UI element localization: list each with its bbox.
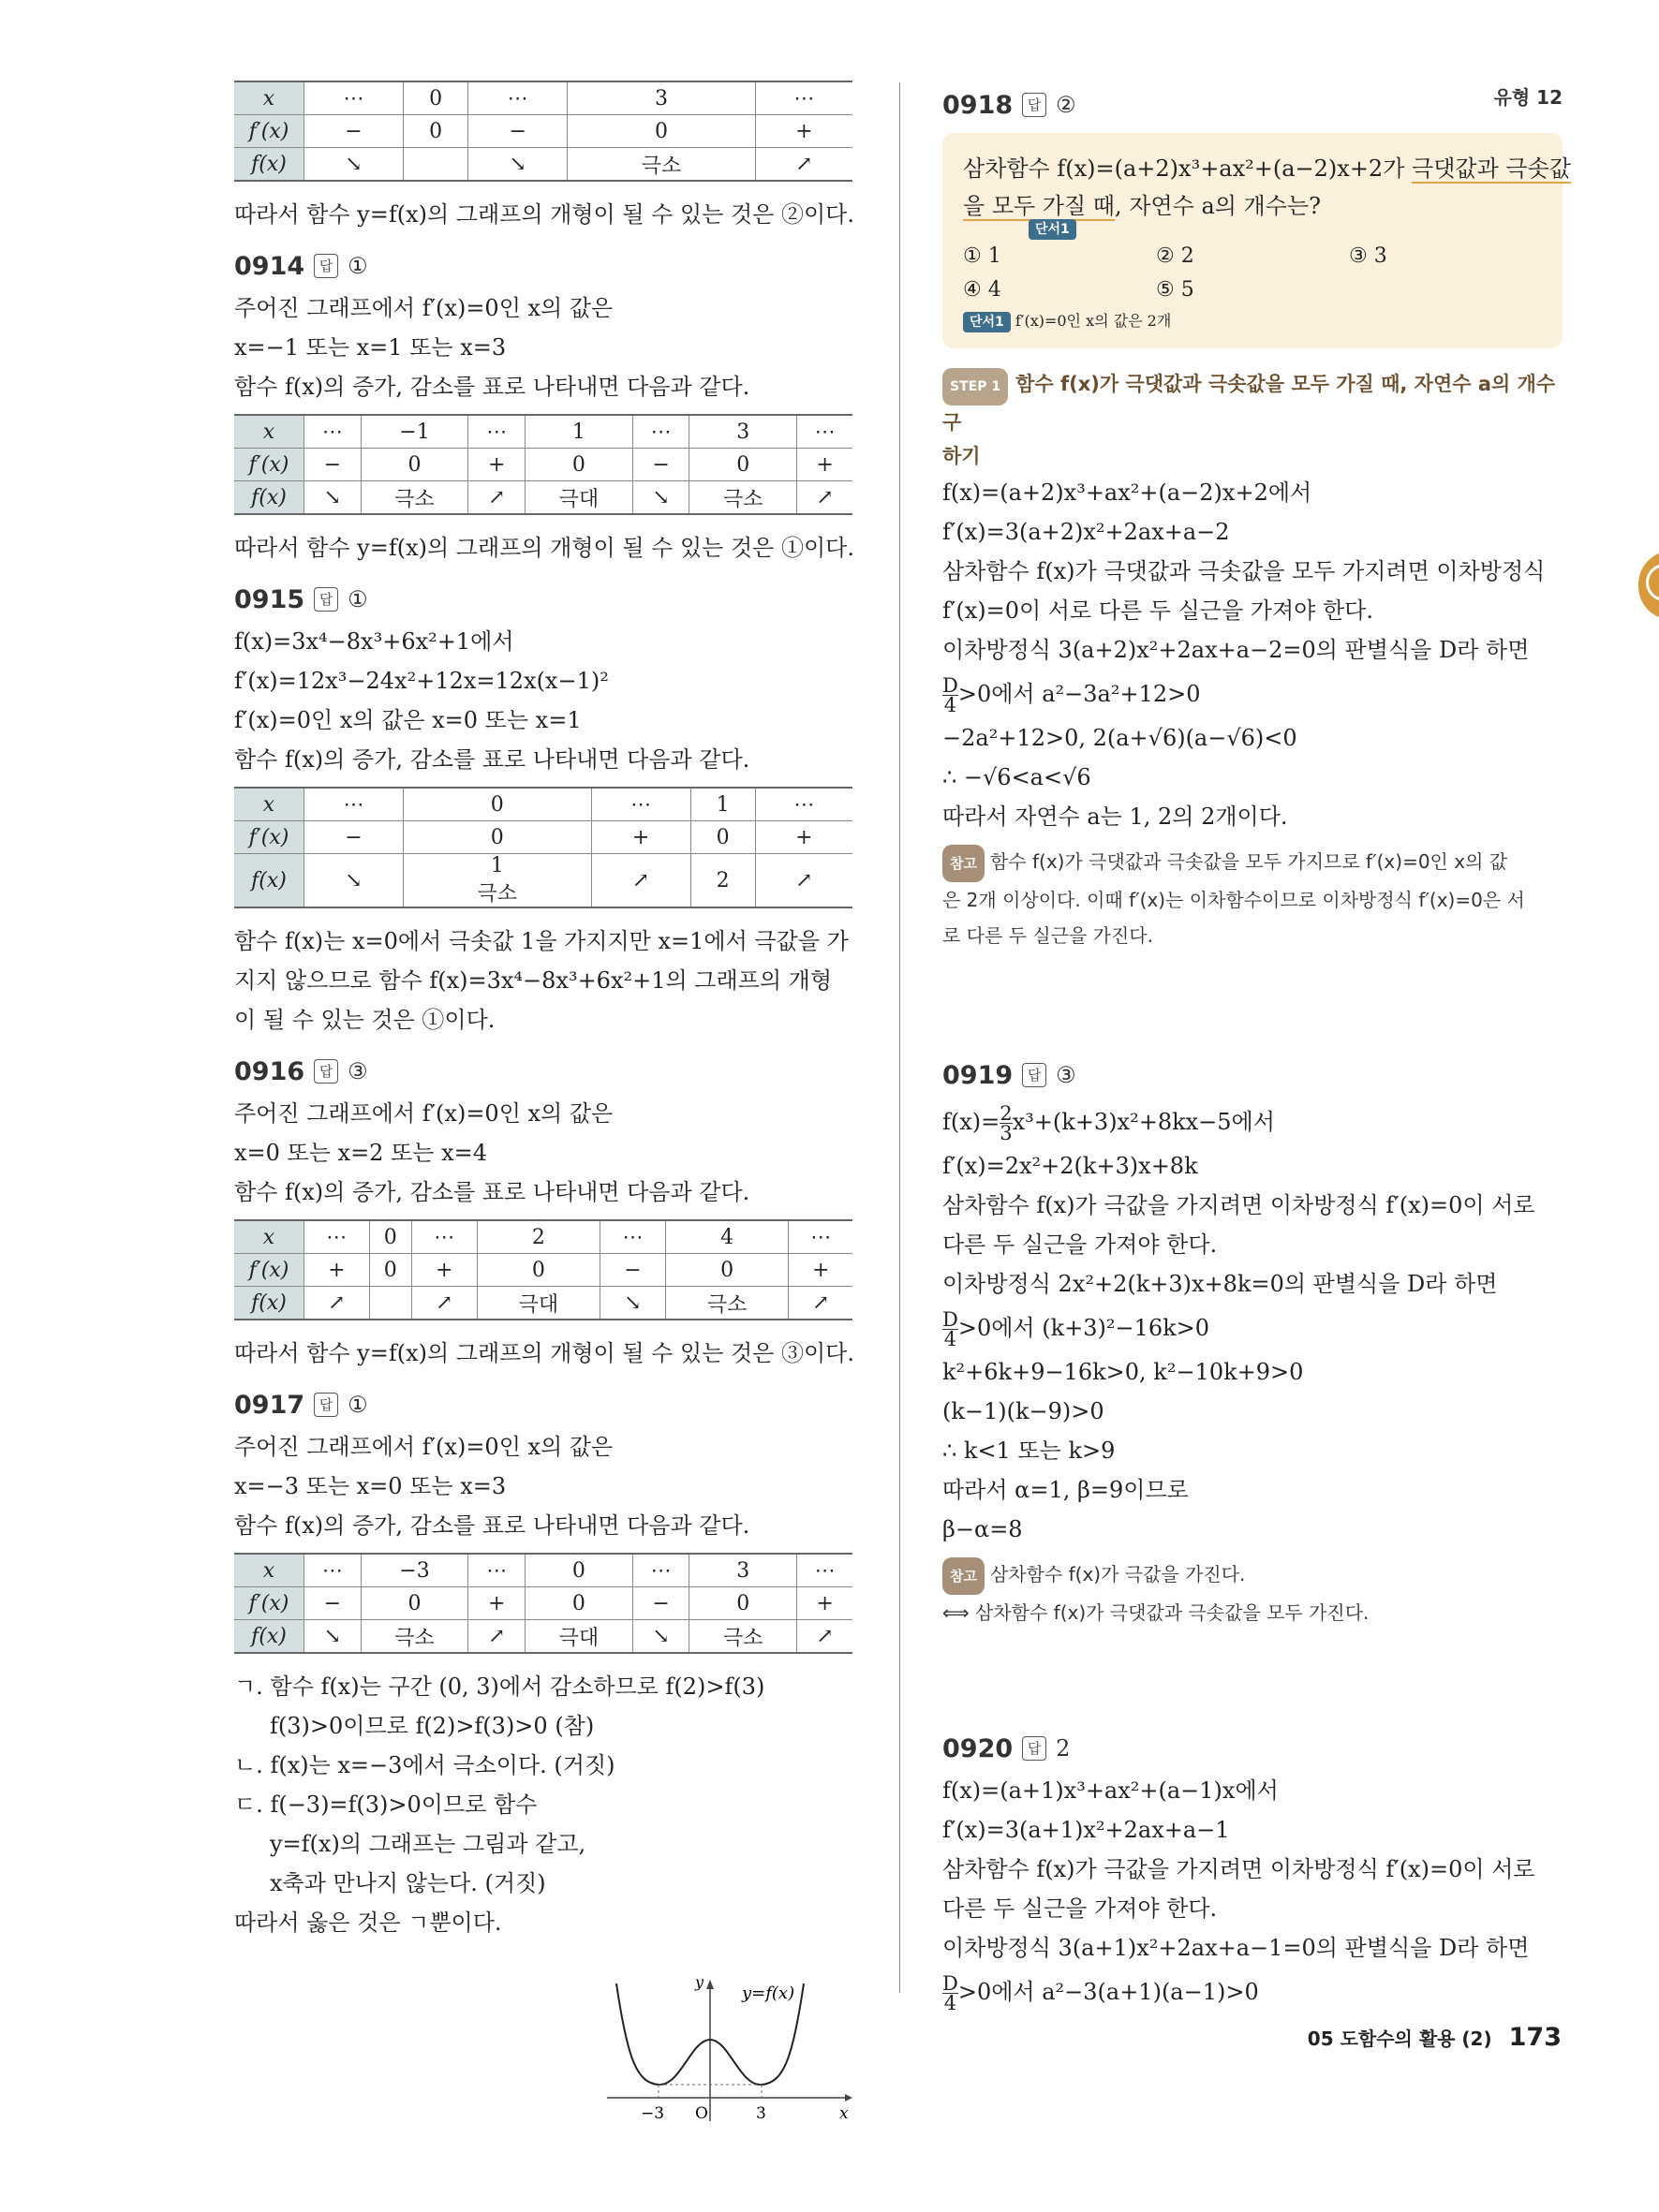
- solution-line: 따라서 자연수 a는 1, 2의 2개이다.: [942, 804, 1288, 830]
- function-graph: [600, 1976, 854, 2126]
- table-cell: +: [468, 449, 526, 481]
- answer-tag: 답: [1022, 1736, 1046, 1761]
- choice-item: ① 1: [963, 244, 1001, 268]
- problem-number: 0914: [234, 251, 305, 281]
- table-row: [234, 415, 852, 449]
- table-row-header: f′(x): [234, 449, 304, 481]
- problem-number: 0916: [234, 1056, 305, 1086]
- table-row: [234, 115, 852, 148]
- table-cell: ⋯: [411, 1220, 477, 1254]
- y-axis-label: y: [695, 1976, 704, 1991]
- answer-tag: 답: [1022, 93, 1046, 117]
- solution-line: 삼차함수 f(x)가 극값을 가지려면 이차방정식 f′(x)=0이 서로: [942, 1856, 1535, 1882]
- statement-item: y=f(x)의 그래프는 그림과 같고,: [270, 1831, 586, 1857]
- choice-item: ② 2: [1156, 244, 1194, 268]
- note-text: 은 2개 이상이다. 이때 f′(x)는 이차함수이므로 이차방정식 f′(x)=0은 서: [942, 889, 1525, 911]
- table-cell: ⋯: [468, 415, 526, 449]
- table-cell: +: [591, 821, 690, 854]
- table-row: [234, 1254, 852, 1287]
- table-cell: −: [304, 115, 404, 148]
- problem-header-0916: [234, 1049, 854, 1094]
- problem-header-0919: [942, 1053, 1563, 1098]
- solution-line: x=−1 또는 x=1 또는 x=3: [234, 334, 507, 361]
- table-cell: ⋯: [591, 788, 690, 821]
- table-cell: 0: [404, 81, 468, 115]
- table-cell: −3: [361, 1554, 468, 1587]
- solution-line: 삼차함수 f(x)가 극값을 가지려면 이차방정식 f′(x)=0이 서로: [942, 1192, 1535, 1218]
- problem-header-0915: [234, 577, 854, 622]
- table-cell: [404, 148, 468, 182]
- hint-line: [963, 307, 1542, 335]
- table-cell: −: [304, 449, 362, 481]
- solution-line: f(x)=3x⁴−8x³+6x²+1에서: [234, 628, 514, 655]
- column-divider: [899, 82, 900, 1993]
- table-cell: 1: [526, 415, 633, 449]
- answer-value: 2: [1056, 1735, 1071, 1762]
- table-cell: 3: [568, 81, 756, 115]
- statement-item: ㄷ. f(−3)=f(3)>0이므로 함수: [234, 1792, 538, 1818]
- table-row: [234, 1620, 852, 1654]
- table-row-header: x: [234, 415, 304, 449]
- tick-label: 3: [756, 2104, 766, 2123]
- table-cell: +: [411, 1254, 477, 1287]
- table-row: [234, 854, 852, 908]
- table-row-header: f(x): [234, 481, 304, 515]
- answer-tag: 답: [314, 254, 338, 278]
- table-cell: ↗: [468, 481, 526, 515]
- table-cell: ⋯: [797, 415, 852, 449]
- table-cell: ↘: [304, 854, 404, 908]
- solution-line: f′(x)=12x³−24x²+12x=12x(x−1)²: [234, 668, 609, 694]
- solution-line: f′(x)=0이 서로 다른 두 실근을 가져야 한다.: [942, 597, 1373, 624]
- chapter-label: 05 도함수의 활용 (2): [1307, 2028, 1492, 2050]
- table-cell: ↘: [632, 481, 689, 515]
- statement-item: ㄴ. f(x)는 x=−3에서 극소이다. (거짓): [234, 1752, 615, 1778]
- solution-line: [942, 670, 1563, 718]
- table-row: [234, 1554, 852, 1587]
- table-cell: 극대: [526, 1620, 633, 1654]
- conclusion-text: 따라서 함수 y=f(x)의 그래프의 개형이 될 수 있는 것은 ③이다.: [234, 1340, 854, 1366]
- table-cell: −: [632, 1587, 689, 1620]
- problem-header-0920: [942, 1726, 1563, 1771]
- table-cell: ⋯: [304, 788, 404, 821]
- solution-line: f′(x)=3(a+1)x²+2ax+a−1: [942, 1817, 1230, 1843]
- note-text: 로 다른 두 실근을 가진다.: [942, 924, 1153, 947]
- table-cell: ↘: [304, 481, 362, 515]
- solution-line: 함수 f(x)의 증가, 감소를 표로 나타내면 다음과 같다.: [234, 746, 750, 773]
- solution-line: 함수 f(x)의 증가, 감소를 표로 나타내면 다음과 같다.: [234, 1512, 750, 1539]
- table-cell: 0: [526, 1587, 633, 1620]
- table-cell: 극소: [361, 481, 468, 515]
- table-cell: ↗: [411, 1287, 477, 1320]
- table-cell: ⋯: [304, 415, 362, 449]
- table-cell: +: [468, 1587, 526, 1620]
- choice-item: ③ 3: [1349, 244, 1387, 268]
- table-cell: 0: [361, 449, 468, 481]
- table-row: [234, 788, 852, 821]
- solution-line: 함수 f(x)의 증가, 감소를 표로 나타내면 다음과 같다.: [234, 1179, 750, 1205]
- table-row-header: x: [234, 1554, 304, 1587]
- answer-value: ③: [1056, 1062, 1076, 1088]
- solution-line: 주어진 그래프에서 f′(x)=0인 x의 값은: [234, 295, 614, 321]
- increase-decrease-table: [234, 81, 852, 182]
- table-row: [234, 1220, 852, 1254]
- fraction-rest: >0에서 a²−3a²+12>0: [957, 681, 1201, 707]
- page-number: 173: [1508, 2023, 1562, 2052]
- table-row-header: f′(x): [234, 1254, 304, 1287]
- solution-line: 주어진 그래프에서 f′(x)=0인 x의 값은: [234, 1434, 614, 1460]
- x-axis-label: x: [839, 2104, 849, 2123]
- answer-tag: 답: [314, 1393, 338, 1417]
- solution-line: [942, 1304, 1563, 1352]
- table-cell: +: [789, 1254, 852, 1287]
- note: [942, 1556, 1563, 1595]
- table-cell: 0: [404, 115, 468, 148]
- table-cell: ⋯: [600, 1220, 666, 1254]
- problem-number: 0920: [942, 1733, 1014, 1763]
- table-cell: ⋯: [755, 81, 852, 115]
- solution-line: 함수 f(x)는 x=0에서 극솟값 1을 가지지만 x=1에서 극값을 가: [234, 928, 849, 954]
- solution-line: ∴ −√6<a<√6: [942, 764, 1091, 790]
- solution-line: 이차방정식 3(a+2)x²+2ax+a−2=0의 판별식을 D라 하면: [942, 637, 1530, 663]
- statement-item: ㄱ. 함수 f(x)는 구간 (0, 3)에서 감소하므로 f(2)>f(3): [234, 1674, 765, 1700]
- table-cell: 극대: [477, 1287, 600, 1320]
- note-text: ⟺ 삼차함수 f(x)가 극댓값과 극솟값을 모두 가진다.: [942, 1601, 1370, 1624]
- increase-decrease-table: [234, 1553, 852, 1654]
- answer-tag: 답: [1022, 1063, 1046, 1087]
- table-cell: ⋯: [468, 1554, 526, 1587]
- question-key-phrase: 을 모두 가질 때: [963, 193, 1115, 219]
- hint-badge: 단서1: [1029, 219, 1076, 240]
- table-row-header: f′(x): [234, 821, 304, 854]
- table-row: [234, 81, 852, 115]
- table-cell: ↗: [789, 1287, 852, 1320]
- solution-line: 따라서 α=1, β=9이므로: [942, 1477, 1189, 1503]
- conclusion-text: 따라서 옳은 것은 ㄱ뿐이다.: [234, 1910, 502, 1936]
- question-box: [942, 133, 1571, 348]
- table-cell: ⋯: [789, 1220, 852, 1254]
- solution-line: [942, 1968, 1563, 2016]
- table-row-header: f(x): [234, 1287, 304, 1320]
- table-row-header: f′(x): [234, 115, 304, 148]
- min-label: 극소: [477, 882, 518, 906]
- choice-item: ⑤ 5: [1156, 278, 1194, 302]
- table-cell: 4: [665, 1220, 789, 1254]
- problem-header-0914: [234, 243, 854, 288]
- solution-line: 이차방정식 2x²+2(k+3)x+8k=0의 판별식을 D라 하면: [942, 1271, 1498, 1297]
- table-cell: 1: [690, 788, 755, 821]
- table-row: [234, 821, 852, 854]
- tick-label: −3: [641, 2104, 665, 2123]
- solution-line: (k−1)(k−9)>0: [942, 1398, 1104, 1424]
- table-cell: 극대: [526, 481, 633, 515]
- solution-line: f(x)=(a+2)x³+ax²+(a−2)x+2에서: [942, 479, 1312, 506]
- table-cell: 0: [369, 1220, 411, 1254]
- table-row-header: x: [234, 1220, 304, 1254]
- table-row: [234, 1287, 852, 1320]
- table-row: [234, 1587, 852, 1620]
- table-cell: 0: [568, 115, 756, 148]
- answer-value: ③: [348, 1058, 368, 1084]
- table-cell: 0: [361, 1587, 468, 1620]
- choice-item: ④ 4: [963, 278, 1001, 302]
- solution-line: ∴ k<1 또는 k>9: [942, 1438, 1116, 1464]
- table-cell: ⋯: [304, 1554, 362, 1587]
- solution-line: 이 될 수 있는 것은 ①이다.: [234, 1007, 496, 1033]
- question-part: , 자연수 a의 개수는?: [1115, 193, 1321, 219]
- table-cell: 0: [690, 821, 755, 854]
- table-cell: ↗: [797, 1620, 852, 1654]
- solution-line: f′(x)=0인 x의 값은 x=0 또는 x=1: [234, 707, 582, 733]
- solution-line: f′(x)=3(a+2)x²+2ax+a−2: [942, 519, 1230, 545]
- question-key-phrase: 극댓값과 극솟값: [1412, 155, 1571, 182]
- table-cell: 3: [689, 415, 797, 449]
- table-cell: 극소: [665, 1287, 789, 1320]
- table-cell: 0: [404, 788, 592, 821]
- table-cell: 0: [404, 821, 592, 854]
- table-cell: +: [797, 449, 852, 481]
- note: [942, 844, 1563, 882]
- table-cell: 0: [526, 1554, 633, 1587]
- solution-line: f(x)=(a+1)x³+ax²+(a−1)x에서: [942, 1777, 1279, 1804]
- solution-line: 주어진 그래프에서 f′(x)=0인 x의 값은: [234, 1100, 614, 1127]
- right-column: [942, 73, 1571, 2016]
- table-cell: ↗: [755, 854, 852, 908]
- problem-number: 0918: [942, 90, 1014, 120]
- type-label: 유형 12: [1493, 86, 1563, 109]
- table-cell: 0: [526, 449, 633, 481]
- table-cell: ⋯: [755, 788, 852, 821]
- page-footer: [1308, 2023, 1562, 2052]
- table-row-header: f′(x): [234, 1587, 304, 1620]
- table-cell: −: [468, 115, 568, 148]
- table-cell: 0: [665, 1254, 789, 1287]
- solution-line: k²+6k+9−16k>0, k²−10k+9>0: [942, 1359, 1304, 1385]
- solution-line: β−α=8: [942, 1516, 1023, 1542]
- table-cell: +: [304, 1254, 370, 1287]
- hint-text: f′(x)=0인 x의 값은 2개: [1015, 312, 1172, 330]
- table-cell: ↗: [591, 854, 690, 908]
- fraction: $\frac{D}{4}$: [942, 674, 958, 716]
- solution-line: x=0 또는 x=2 또는 x=4: [234, 1140, 487, 1166]
- table-cell: −: [600, 1254, 666, 1287]
- answer-value: ①: [348, 253, 368, 279]
- statement-item: f(3)>0이므로 f(2)>f(3)>0 (참): [270, 1713, 595, 1739]
- table-cell: ↗: [755, 148, 852, 182]
- hint-badge: 단서1: [963, 312, 1011, 332]
- table-cell: 0: [689, 449, 797, 481]
- table-cell: 0: [369, 1254, 411, 1287]
- table-cell: +: [797, 1587, 852, 1620]
- answer-tag: 답: [314, 587, 338, 612]
- solution-line: 삼차함수 f(x)가 극댓값과 극솟값을 모두 가지려면 이차방정식: [942, 558, 1546, 584]
- table-cell: 2: [477, 1220, 600, 1254]
- table-row: [234, 449, 852, 481]
- table-cell: 0: [689, 1587, 797, 1620]
- y-axis-arrow-icon: [706, 1980, 714, 1989]
- conclusion-text: 따라서 함수 y=f(x)의 그래프의 개형이 될 수 있는 것은 ②이다.: [234, 201, 854, 228]
- table-cell: +: [755, 115, 852, 148]
- x-axis-arrow-icon: [845, 2094, 852, 2101]
- table-cell: ↗: [304, 1287, 370, 1320]
- table-cell: ↗: [797, 481, 852, 515]
- table-cell: 극소: [689, 1620, 797, 1654]
- origin-label: O: [695, 2104, 708, 2123]
- step-badge: STEP 1: [942, 368, 1008, 406]
- solution-line: f′(x)=2x²+2(k+3)x+8k: [942, 1153, 1198, 1179]
- left-column: [234, 73, 854, 2123]
- fraction: $\frac{D}{4}$: [942, 1308, 958, 1350]
- choice-list: [963, 240, 1542, 307]
- answer-value: ①: [348, 586, 368, 612]
- table-cell: 2: [690, 854, 755, 908]
- table-cell: −: [304, 821, 404, 854]
- table-cell: [369, 1287, 411, 1320]
- conclusion-text: 따라서 함수 y=f(x)의 그래프의 개형이 될 수 있는 것은 ①이다.: [234, 535, 854, 561]
- solution-line: x=−3 또는 x=0 또는 x=3: [234, 1473, 507, 1499]
- problem-header-0917: [234, 1382, 854, 1427]
- table-cell: [404, 854, 592, 908]
- note-badge: 참고: [942, 845, 985, 882]
- table-cell: 극소: [689, 481, 797, 515]
- table-cell: ↗: [468, 1620, 526, 1654]
- fraction: $\frac{2}{3}$: [1000, 1102, 1013, 1144]
- problem-header-0918: [942, 82, 1563, 127]
- problem-number: 0919: [942, 1060, 1014, 1090]
- answer-value: ②: [1056, 92, 1076, 118]
- table-row-header: f(x): [234, 854, 304, 908]
- table-row-header: f(x): [234, 148, 304, 182]
- table-cell: 3: [689, 1554, 797, 1587]
- fraction-rest: >0에서 (k+3)²−16k>0: [957, 1315, 1210, 1341]
- increase-decrease-table: [234, 414, 852, 515]
- table-cell: 0: [477, 1254, 600, 1287]
- table-cell: ↘: [468, 148, 568, 182]
- table-cell: ⋯: [797, 1554, 852, 1587]
- fraction-rest: >0에서 a²−3(a+1)(a−1)>0: [957, 1979, 1259, 2005]
- question-text: [963, 150, 1571, 187]
- table-row: [234, 481, 852, 515]
- table-cell: ↘: [600, 1287, 666, 1320]
- table-cell: ⋯: [304, 81, 404, 115]
- increase-decrease-table: [234, 1219, 852, 1320]
- table-cell: ↘: [632, 1620, 689, 1654]
- min-value: 1: [490, 854, 504, 877]
- table-cell: −: [632, 449, 689, 481]
- problem-number: 0917: [234, 1390, 305, 1420]
- step-title-text: 하기: [942, 445, 981, 467]
- table-cell: 극소: [361, 1620, 468, 1654]
- solution-line: 다른 두 실근을 가져야 한다.: [942, 1231, 1218, 1258]
- problem-number: 0915: [234, 584, 305, 614]
- statement-item: x축과 만나지 않는다. (거짓): [270, 1870, 546, 1896]
- solution-line: f(x)= $\frac{2}{3}$ x³+(k+3)x²+8kx−5에서: [942, 1102, 1275, 1144]
- solution-line: 이차방정식 3(a+1)x²+2ax+a−1=0의 판별식을 D라 하면: [942, 1935, 1530, 1961]
- chapter-side-tab: [1638, 551, 1659, 620]
- fraction: $\frac{D}{4}$: [942, 1972, 958, 2014]
- table-cell: ⋯: [632, 1554, 689, 1587]
- solution-line: 지지 않으므로 함수 f(x)=3x⁴−8x³+6x²+1의 그래프의 개형: [234, 967, 833, 994]
- step-title: [942, 367, 1563, 439]
- table-row-header: x: [234, 788, 304, 821]
- table-row-header: x: [234, 81, 304, 115]
- answer-value: ①: [348, 1392, 368, 1418]
- note-text: 함수 f(x)가 극댓값과 극솟값을 모두 가지므로 f′(x)=0인 x의 값: [989, 850, 1508, 873]
- increase-decrease-table: [234, 787, 852, 908]
- solution-line: 함수 f(x)의 증가, 감소를 표로 나타내면 다음과 같다.: [234, 374, 750, 400]
- table-cell: ⋯: [304, 1220, 370, 1254]
- answer-tag: 답: [314, 1059, 338, 1084]
- table-cell: ⋯: [468, 81, 568, 115]
- table-cell: −1: [361, 415, 468, 449]
- question-part: 삼차함수 f(x)=(a+2)x³+ax²+(a−2)x+2가: [963, 155, 1413, 182]
- table-row-header: f(x): [234, 1620, 304, 1654]
- table-cell: ↘: [304, 148, 404, 182]
- note-badge: 참고: [942, 1557, 985, 1595]
- table-cell: ↘: [304, 1620, 362, 1654]
- table-cell: −: [304, 1587, 362, 1620]
- table-cell: +: [755, 821, 852, 854]
- solution-line: −2a²+12>0, 2(a+√6)(a−√6)<0: [942, 725, 1297, 751]
- table-cell: 극소: [568, 148, 756, 182]
- step-title-text: 함수 f(x)가 극댓값과 극솟값을 모두 가질 때, 자연수 a의 개수 구: [942, 373, 1556, 434]
- note-text: 삼차함수 f(x)가 극값을 가진다.: [989, 1563, 1246, 1585]
- curve-label: y=f(x): [742, 1983, 795, 2003]
- solution-line: 다른 두 실근을 가져야 한다.: [942, 1895, 1218, 1922]
- table-row: [234, 148, 852, 182]
- table-cell: ⋯: [632, 415, 689, 449]
